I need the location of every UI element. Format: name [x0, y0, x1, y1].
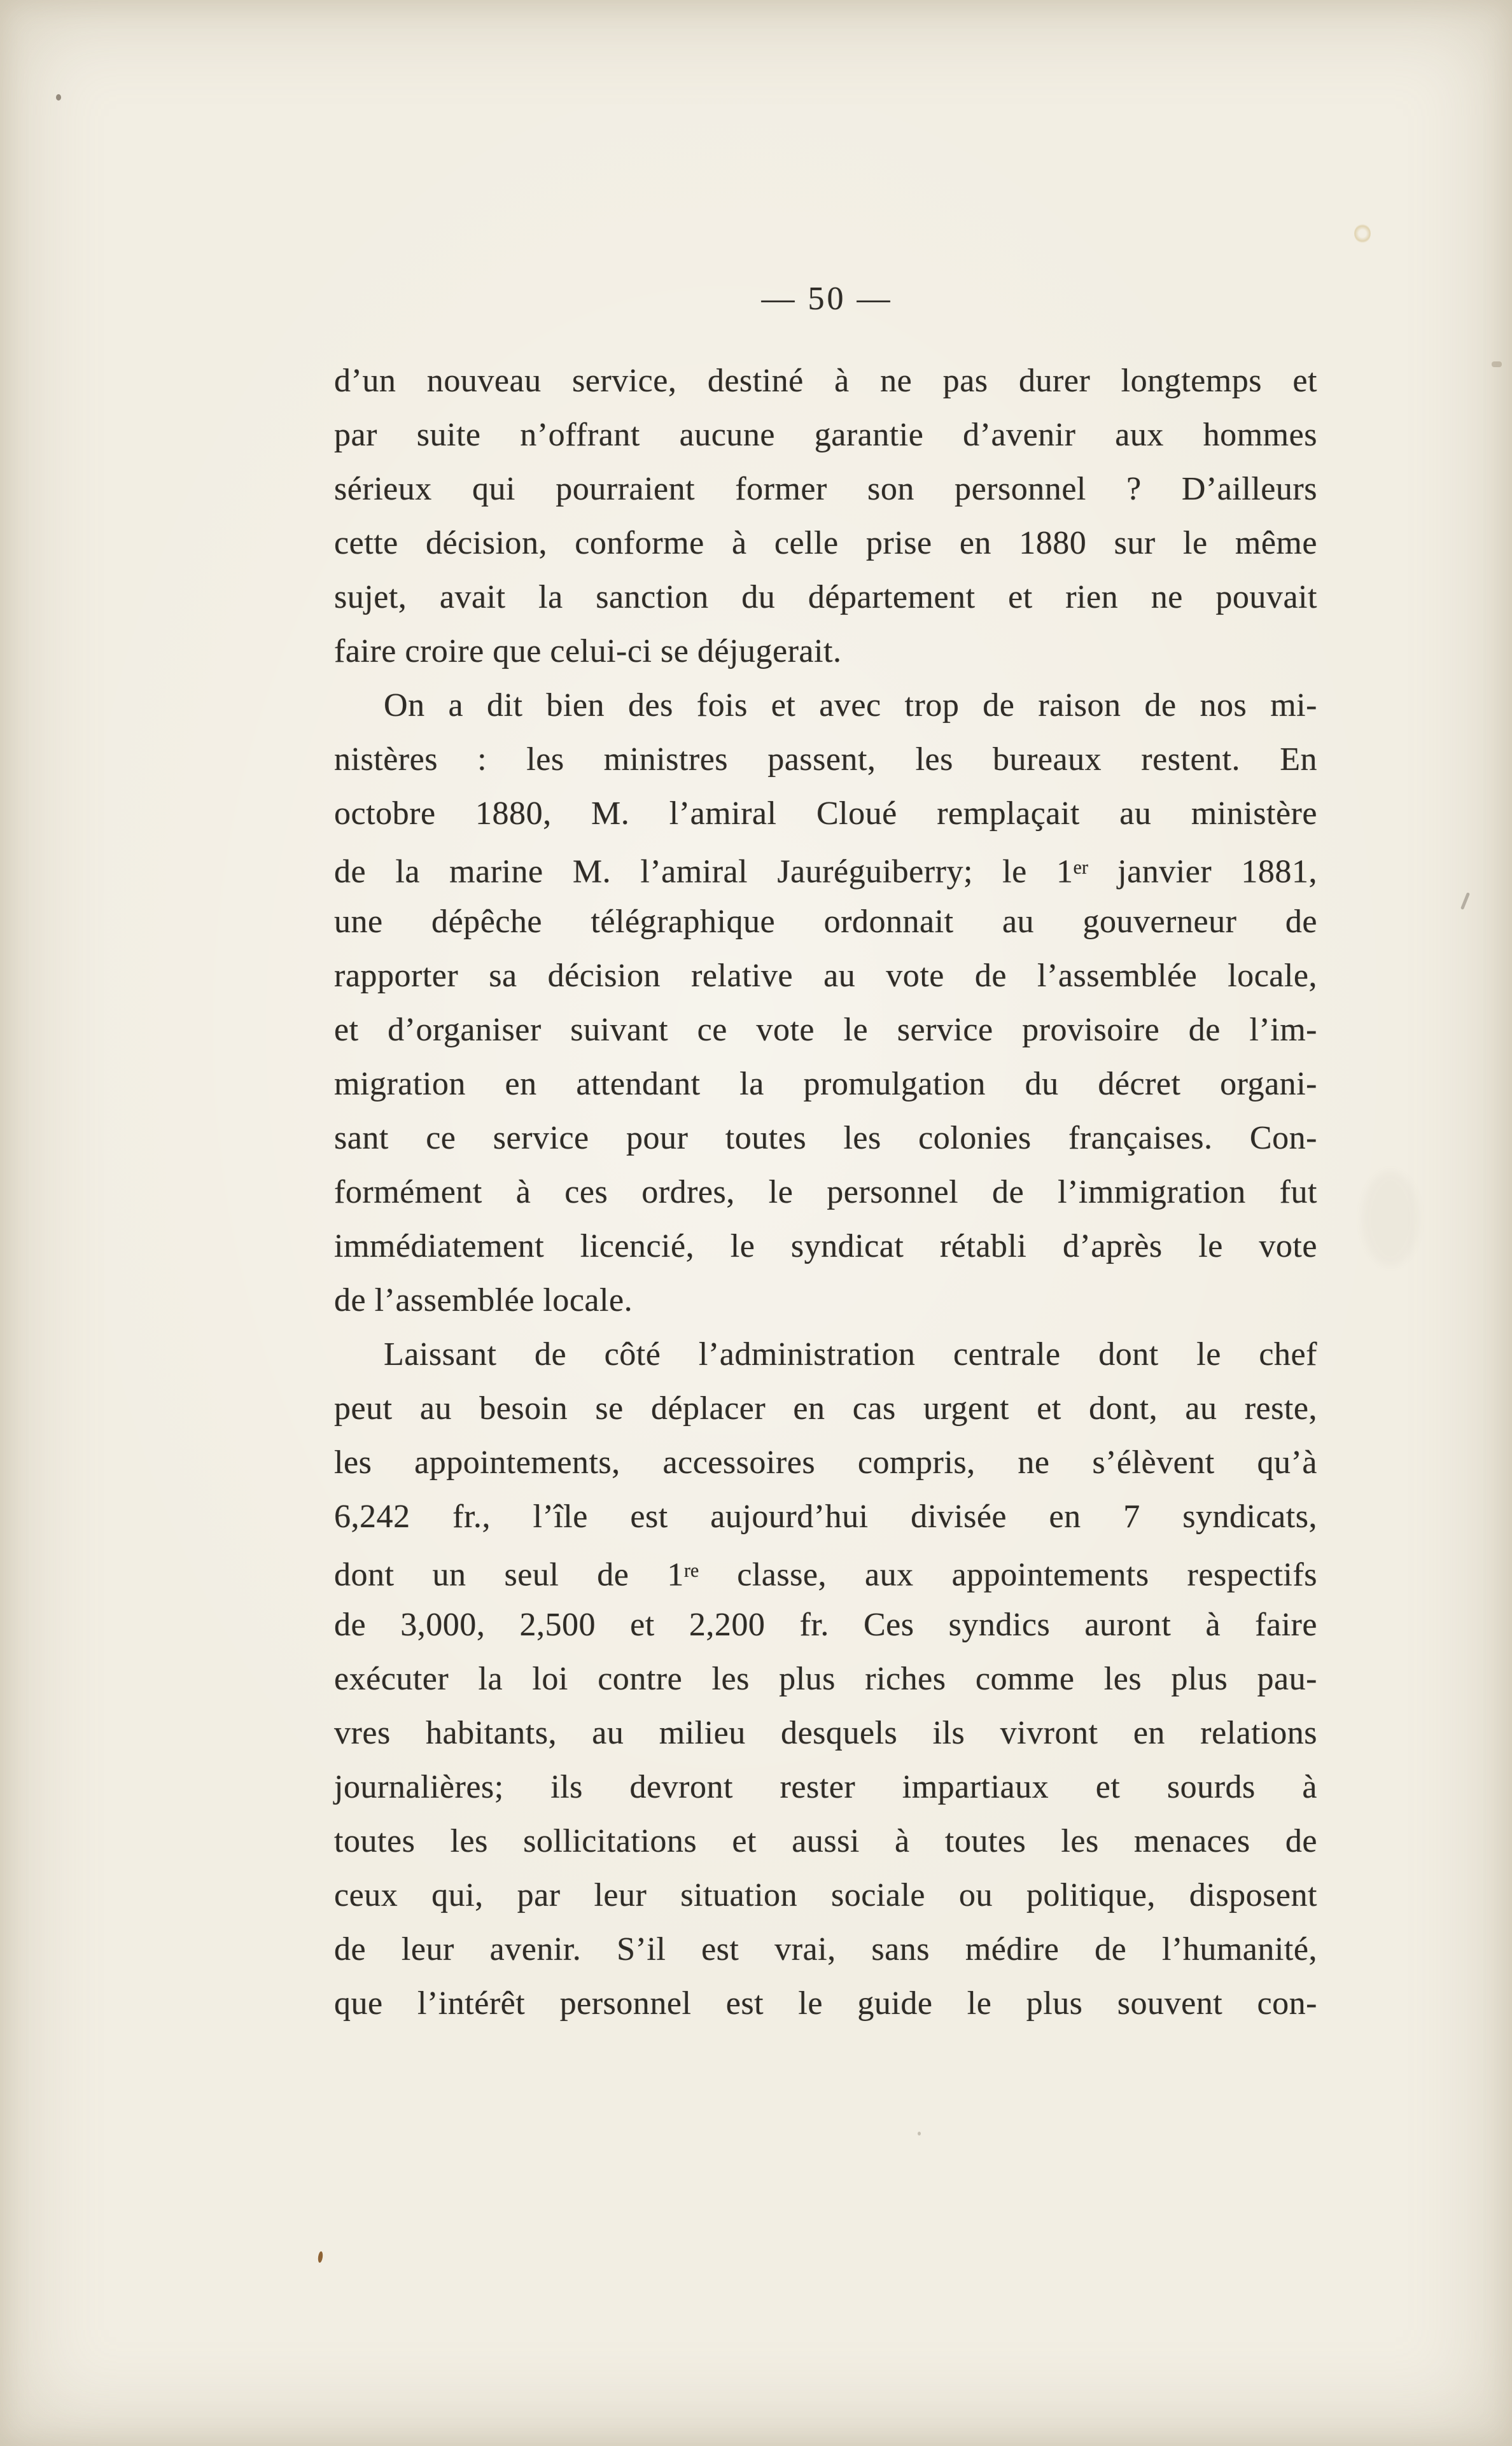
text-line: de l’assemblée locale.	[334, 1282, 633, 1318]
paper-stain	[1362, 1171, 1419, 1266]
text-line: nistères : les ministres passent, les bureaux restent. En	[334, 741, 1317, 778]
text-line: de la marine M. l’amiral Jauréguiberry; le 1er janvier 1881,	[334, 853, 1317, 890]
paper-speck	[318, 2251, 323, 2263]
paper-speck	[56, 94, 61, 101]
text-line: faire croire que celui-ci se déjugerait.	[334, 633, 842, 669]
paper-speck	[1354, 224, 1371, 243]
text-line: 6,242 fr., l’île est aujourd’hui divisée en 7 syndicats,	[334, 1499, 1317, 1535]
paragraph	[334, 354, 1317, 678]
text-line: vres habitants, au milieu desquels ils vivront en relations	[334, 1715, 1317, 1751]
text-line: par suite n’offrant aucune garantie d’avenir aux hommes	[334, 417, 1317, 453]
text-line: octobre 1880, M. l’amiral Cloué remplaçait au ministère	[334, 795, 1317, 832]
paragraph	[334, 678, 1317, 1327]
text-block	[334, 354, 1317, 2030]
text-line: que l’intérêt personnel est le guide le plus souvent con-	[334, 1985, 1317, 2022]
text-line: toutes les sollicitations et aussi à toutes les menaces de	[334, 1823, 1317, 1859]
text-line: On a dit bien des fois et avec trop de raison de nos mi-	[384, 687, 1317, 723]
text-line: sujet, avait la sanction du département et rien ne pouvait	[334, 579, 1317, 615]
text-line: dont un seul de 1re classe, aux appointements respectifs	[334, 1556, 1317, 1593]
text-line: peut au besoin se déplacer en cas urgent et dont, au reste,	[334, 1390, 1317, 1427]
text-line: immédiatement licencié, le syndicat rétabli d’après le vote	[334, 1228, 1317, 1264]
text-line: de 3,000, 2,500 et 2,200 fr. Ces syndics auront à faire	[334, 1607, 1317, 1643]
text-line: formément à ces ordres, le personnel de l’immigration fut	[334, 1174, 1317, 1210]
text-line: cette décision, conforme à celle prise en 1880 sur le même	[334, 525, 1317, 561]
text-line: une dépêche télégraphique ordonnait au gouverneur de	[334, 904, 1317, 940]
paper-speck	[918, 2132, 921, 2135]
paper-speck	[1492, 361, 1502, 367]
text-line: d’un nouveau service, destiné à ne pas durer longtemps et	[334, 363, 1317, 399]
text-line: de leur avenir. S’il est vrai, sans médire de l’humanité,	[334, 1931, 1317, 1967]
text-line: ceux qui, par leur situation sociale ou politique, disposent	[334, 1877, 1317, 1913]
text-line: sérieux qui pourraient former son personnel ? D’ailleurs	[334, 471, 1317, 507]
text-line: exécuter la loi contre les plus riches comme les plus pau-	[334, 1661, 1317, 1697]
text-line: Laissant de côté l’administration centrale dont le chef	[384, 1336, 1317, 1373]
text-line: et d’organiser suivant ce vote le service provisoire de l’im-	[334, 1012, 1317, 1048]
text-line: rapporter sa décision relative au vote de l’assemblée locale,	[334, 958, 1317, 994]
text-line: migration en attendant la promulgation du décret organi-	[334, 1066, 1317, 1102]
paper-speck	[1460, 892, 1470, 910]
paragraph	[334, 1327, 1317, 2030]
text-line: journalières; ils devront rester impartiaux et sourds à	[334, 1769, 1317, 1805]
text-line: sant ce service pour toutes les colonies françaises. Con-	[334, 1120, 1317, 1156]
text-line: les appointements, accessoires compris, ne s’élèvent qu’à	[334, 1444, 1317, 1481]
page-number: — 50 —	[761, 281, 893, 317]
